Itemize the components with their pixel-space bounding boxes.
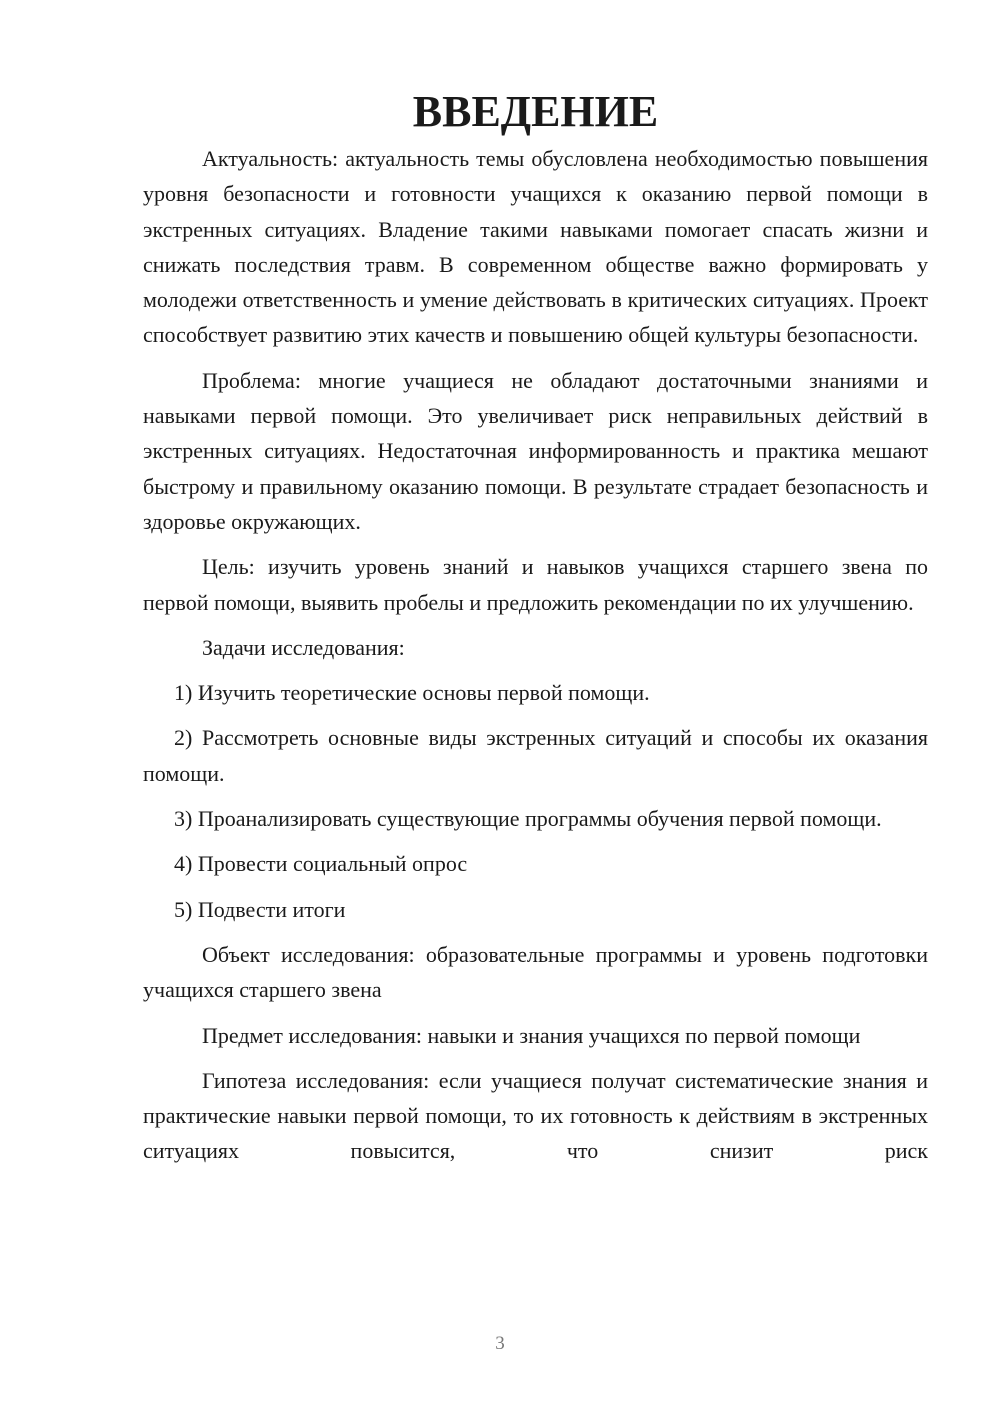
- task-item: 5) Подвести итоги: [174, 896, 346, 922]
- relevance-paragraph: Актуальность: актуальность темы обусловлена необходимостью повышения уровня безопасности и готовности учащихся к оказанию первой помощи в экстренных ситуациях. Владение такими навыками помогает спасать жизни и снижать последствия травм. В современном обществе важно формировать у молодежи ответственность и умение действовать в критических ситуациях. Проект способствует развитию этих качеств и повышению общей культуры безопасности.: [143, 146, 928, 348]
- page-number: 3: [495, 1333, 505, 1354]
- subject-paragraph: Предмет исследования: навыки и знания учащихся по первой помощи: [202, 1022, 861, 1048]
- hypothesis-paragraph: Гипотеза исследования: если учащиеся получат систематические знания и практические навыки первой помощи, то их готовность к действиям в экстренных ситуациях повысится, что снизит риск: [143, 1067, 928, 1164]
- task-item: 3) Проанализировать существующие программы обучения первой помощи.: [174, 806, 882, 832]
- problem-paragraph: Проблема: многие учащиеся не обладают достаточными знаниями и навыками первой помощи. Это увеличивает риск неправильных действий в экстренных ситуациях. Недостаточная информированность и практика мешают быстрому и правильному оказанию помощи. В результате страдает безопасность и здоровье окружающих.: [143, 367, 928, 534]
- object-paragraph: Объект исследования: образовательные программы и уровень подготовки учащихся старшего звена: [143, 941, 928, 1003]
- page-content: [143, 87, 928, 1179]
- task-item: 1) Изучить теоретические основы первой помощи.: [174, 680, 650, 706]
- goal-paragraph: Цель: изучить уровень знаний и навыков учащихся старшего звена по первой помощи, выявить пробелы и предложить рекомендации по их улучшению.: [143, 554, 928, 615]
- tasks-heading: Задачи исследования:: [202, 634, 405, 660]
- page-title: ВВЕДЕНИЕ: [412, 87, 659, 136]
- task-item: 2) Рассмотреть основные виды экстренных ситуаций и способы их оказания помощи.: [143, 725, 928, 786]
- task-item: 4) Провести социальный опрос: [174, 851, 468, 877]
